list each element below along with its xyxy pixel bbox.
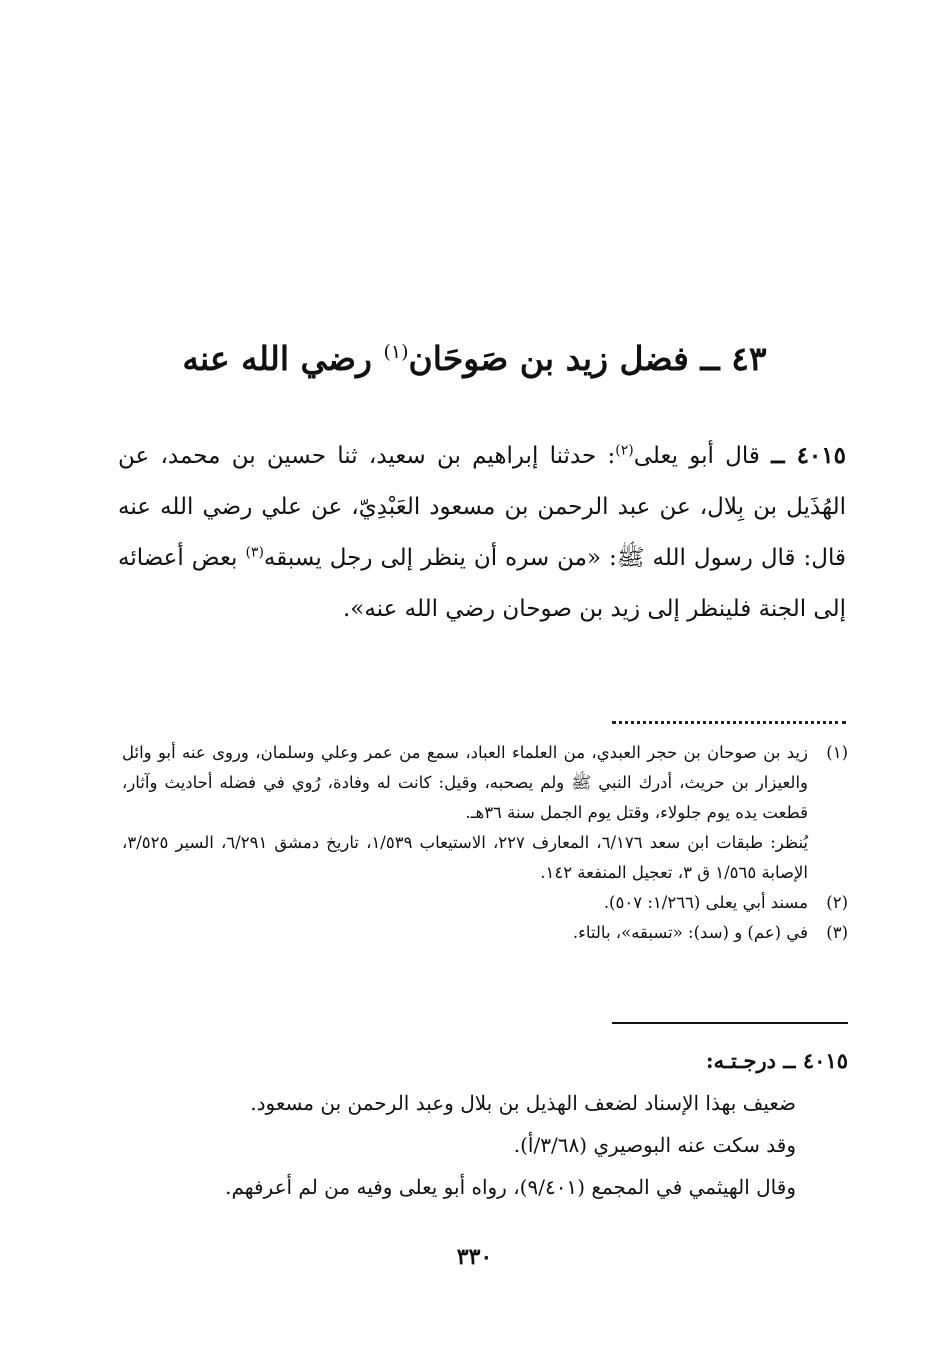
- chapter-title-text: ٤٣ ــ فضل زيد بن صَوحَان: [408, 339, 767, 379]
- footnote-number: (٢): [826, 893, 848, 912]
- grading-heading: ٤٠١٥ ــ درجـتـه:: [705, 1048, 848, 1073]
- hadith-text-part: بعض أعضائه إلى الجنة فلينظر إلى زيد بن صوحان رضي الله عنه».: [118, 545, 846, 622]
- hadith-number: ٤٠١٥ ــ: [771, 442, 846, 469]
- grading-section: [150, 1040, 848, 1208]
- chapter-title-suffix: رضي الله عنه: [182, 339, 384, 379]
- grading-line: وقال الهيثمي في المجمع (٩/٤٠١)، رواه أبو يعلى وفيه من لم أعرفهم.: [225, 1175, 796, 1199]
- footnote-item: [122, 888, 848, 918]
- footnote-number: (١): [826, 743, 848, 762]
- footnote-body: [122, 918, 808, 948]
- footnote-number: (٣): [826, 923, 848, 942]
- footnote-item: [122, 918, 848, 948]
- chapter-title: [100, 324, 849, 387]
- footnote-body: [122, 888, 808, 918]
- hadith-text-part: : حدثنا إبراهيم بن سعيد، ثنا حسين بن محمد، عن الهُذَيل بن بِلال، عن عبد الرحمن بن مسعود العَبْدِيّ، عن علي رضي الله عنه قال: قال رسول الله ﷺ: «من سره أن ينظر إلى رجل يسبقه: [118, 443, 846, 571]
- footnote-item: [122, 738, 848, 888]
- section-divider: [612, 1022, 848, 1024]
- footnote-paragraph: زيد بن صوحان بن حجر العبدي، من العلماء العباد، سمع من عمر وعلي وسلمان، وروى عنه أبو وائل والعيزار بن حريث، أدرك النبي ﷺ ولم يصحبه، وقيل: كانت له وفادة، رُوي في فضله أحاديث وآثار، قطعت يده يوم جلولاء، وقتل يوم الجمل سنة ٣٦هـ.: [122, 743, 808, 822]
- grading-line: ضعيف بهذا الإسناد لضعف الهذيل بن بلال وعبد الرحمن بن مسعود.: [250, 1091, 796, 1115]
- footnote-paragraph: مسند أبي يعلى (١/٢٦٦: ٥٠٧).: [603, 893, 808, 912]
- footnote-paragraph: في (عم) و (سد): «تسبقه»، بالتاء.: [572, 923, 808, 942]
- grading-body: [150, 1082, 848, 1208]
- hadith-footnote-ref: (٢): [615, 442, 634, 459]
- page-number: ٣٣٠: [456, 1244, 493, 1270]
- grading-line: وقد سكت عنه البوصيري (٣/٦٨/أ).: [513, 1133, 796, 1157]
- footnote-separator: [612, 707, 846, 724]
- footnotes: [122, 738, 848, 948]
- hadith-footnote-ref: (٣): [245, 544, 264, 561]
- hadith-text-part: قال أبو يعلى: [633, 443, 772, 469]
- title-footnote-ref: (١): [383, 341, 409, 364]
- hadith-text: [118, 430, 846, 635]
- footnote-paragraph: يُنظر: طبقات ابن سعد ٦/١٧٦، المعارف ٢٢٧، الاستيعاب ١/٥٣٩، تاريخ دمشق ٦/٢٩١، السير ٣/٥٢٥، الإصابة ١/٥٦٥ ق ٣، تعجيل المنفعة ١٤٢.: [122, 833, 809, 882]
- footnote-body: [122, 738, 808, 888]
